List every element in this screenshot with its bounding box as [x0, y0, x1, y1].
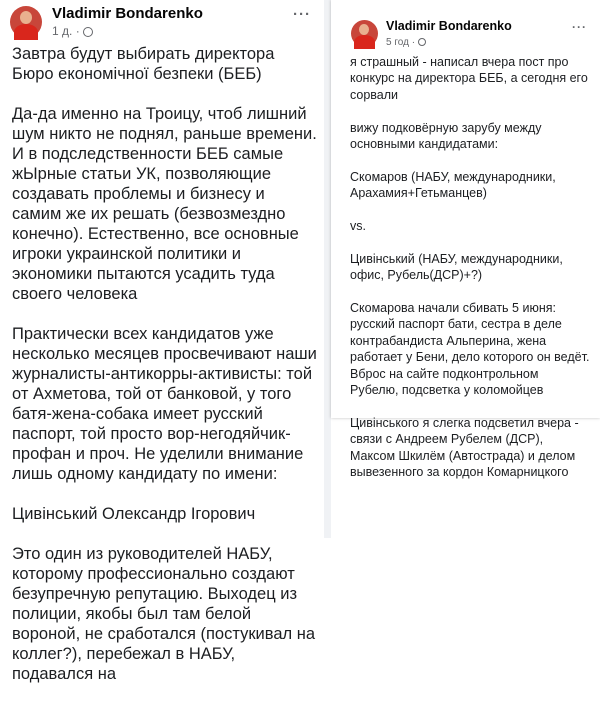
right-sep-dot: · [411, 37, 418, 48]
left-avatar[interactable] [10, 6, 42, 38]
left-paragraph: Цивінський Олександр Ігорович [12, 505, 256, 523]
left-sep-dot: · [75, 24, 84, 38]
left-more-icon[interactable]: ··· [293, 6, 311, 23]
left-post-meta [52, 24, 93, 38]
left-author-name[interactable]: Vladimir Bondarenko [52, 5, 203, 22]
left-paragraph: Практически всех кандидатов уже несколько месяцев просвечивают наши журналисты-антикорры-активисты: той от Ахметова, той от банковой, у того батя-жена-собака имеет русский паспорт, той просто вор-негодяйчик-профан и проч. Не уделили внимание лишь одному кандидату по имени: [12, 325, 317, 483]
right-paragraph: Скомарова начали сбивать 5 июня: русский паспорт бати, сестра в деле контрабандиста Альперина, жена работает у Бени, дело которого он ведёт. Вброс на сайте подконтрольном Рубелю, подсветка у коломойцев [350, 301, 590, 398]
right-paragraph: Цивінського я слегка подсветил вчера - связи с Андреем Рубелем (ДСР), Максом Шкилём (Автострада) и делом вывезенного за кордон Комарницкого [350, 415, 579, 480]
right-paragraph: вижу подковёрную зарубу между основными кандидатами: [350, 120, 542, 152]
posts-separator [324, 0, 331, 538]
left-paragraph: Завтра будут выбирать директора Бюро економічної безпеки (БЕБ) [12, 45, 275, 83]
right-author-name[interactable]: Vladimir Bondarenko [386, 19, 512, 33]
right-paragraph: vs. [350, 219, 366, 234]
right-paragraph: Скомаров (НАБУ, международники, Арахамия+Гетьманцев) [350, 169, 556, 201]
right-paragraph: я страшный - написал вчера пост про конкурс на директора БЕБ, а сегодня его сорвали [350, 55, 588, 102]
left-paragraph: Да-да именно на Троицу, чтоб лишний шум никто не поднял, раньше времени. И в подследственности БЕБ самые жЫрные статьи УК, позволяющие создавать проблемы и бизнесу и самим же их решать (безвозмездно конечно). Естественно, все основные игроки украинской политики и экономики пытаются усадить туда своего человека [12, 105, 317, 303]
right-paragraph: Цивінський (НАБУ, международники, офис, Рубель(ДСР)+?) [350, 251, 563, 283]
left-paragraph: Это один из руководителей НАБУ, которому профессионально создают безупречную репутацию. Выходец из полиции, якобы был там белой вороной, не сработался (постукивал на коллег?), перебежал в НАБУ, подавался на [12, 545, 316, 683]
left-post-body [12, 44, 317, 704]
right-post-meta [386, 37, 426, 48]
left-post-time[interactable]: 1 д. [52, 24, 73, 38]
right-more-icon[interactable]: ··· [572, 20, 587, 34]
globe-icon [418, 38, 426, 46]
right-avatar[interactable] [351, 20, 378, 47]
globe-icon [83, 27, 93, 37]
right-post-time[interactable]: 5 год [386, 37, 409, 48]
right-post [331, 0, 600, 480]
right-post-body [350, 54, 590, 497]
